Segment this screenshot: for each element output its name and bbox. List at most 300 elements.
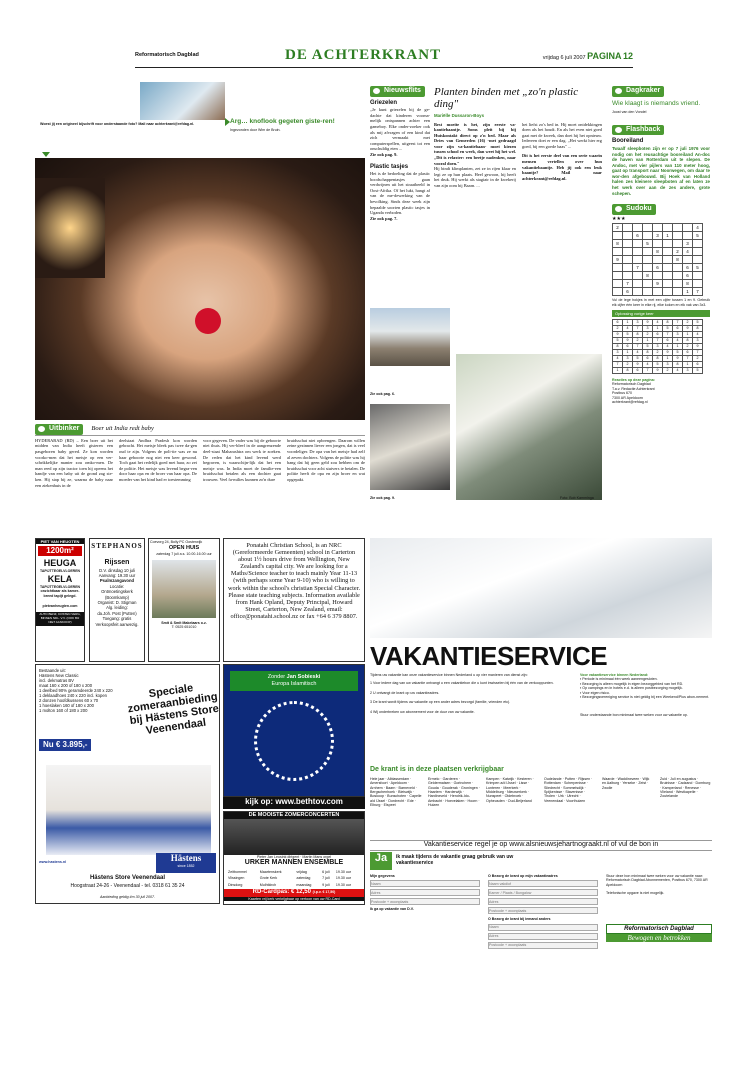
sudoku-cell: 3 xyxy=(653,232,663,240)
sudoku-cell: 6 xyxy=(653,332,663,338)
sudoku-cell: 7 xyxy=(683,356,693,362)
bethtov-name: Jan Sobieski xyxy=(286,674,321,680)
sudoku-cell xyxy=(653,256,663,264)
form1-head: Mijn gegevens xyxy=(370,874,395,878)
sudoku-cell: 7 xyxy=(653,338,663,344)
sudoku-cell: 8 xyxy=(653,356,663,362)
sudoku-cell: 7 xyxy=(633,264,643,272)
sudoku-cell: 3 xyxy=(683,368,693,374)
sudoku-cell: 6 xyxy=(683,350,693,356)
sudoku-cell: 3 xyxy=(633,320,643,326)
hastens-foot: Aanbieding geldig t/m 30 juli 2007. xyxy=(100,895,155,899)
sudoku-cell: 5 xyxy=(663,326,673,332)
sudoku-cell xyxy=(643,280,653,288)
dagkraker-tag: Dagkraker xyxy=(612,86,664,97)
sudoku-cell xyxy=(673,240,683,248)
sudoku-cell xyxy=(663,224,673,232)
page-header xyxy=(135,46,633,68)
right-column xyxy=(612,86,710,506)
sudoku-cell: 7 xyxy=(693,350,703,356)
stephanos-l9: Toegang: gratis xyxy=(102,616,132,622)
uitbinker-article xyxy=(35,424,365,488)
sudoku-cell: 1 xyxy=(673,344,683,350)
sudoku-cell: 8 xyxy=(683,338,693,344)
nieuwsflits-t1: „Je kunt griezelen bij de ge-dachte dat kinderen voorna-melijk ontspannen achter een gameboy. Elke onder-zoeker ook als mij afvragen of een kind dat zich vermaakt met computerspellen, uitgeest tot een onschuldig eten ... xyxy=(370,107,430,152)
uitbinker-col1: HYDERABAD (RD) – Een boer uit het midden van India heeft gisteren een pasgeboren baby gered. Ze kon worden voorko-men dat het meisje op een ver-schrikkelijke manier zou omko-men. De man reed op zijn tractor toen hij opeens het handje van een baby uit de grond zag ste-ken. Hij stap bij ze, waarna de baby naar een ziekenhuis in de xyxy=(35,437,113,488)
sudoku-cell xyxy=(623,240,633,248)
sudoku-cell xyxy=(693,272,703,280)
stephanos-l2: Aanvang: 19.30 uur xyxy=(98,572,136,578)
bethtov-web[interactable]: kijk op: www.bethtov.com xyxy=(223,797,365,809)
sudoku-cell xyxy=(643,248,653,256)
flashback-text: Twaalf sleepboten zijn er op 7 juli 1976 voor nodig om het reusachtige booreiland An-doc de haven van Rotterdam uit te slepen. De Andoc, met vier pijlers van 110 meter hoog, gaat op transport naar Noorwegen, om daar te wor-den afgebouwd. Bij Hoek van Holland halen zes kleinere sleepboten af en laten ze het werk over aan de zes andere, grote schepen. xyxy=(612,145,710,196)
nieuwsflits-h1: Griezelen xyxy=(370,99,398,106)
uitbinker-col3: voor gegeven. De vader was bij de geboorte niet thuis. Hij ver-bleef in de aangrenzende deel-staat Maharashtra om werk te zoeken. De reden dat het kind levend werd begraven, is waarschijn-lijk dat het een meisje was. In India moet de familie-een bruidsschat betalen als een dochter gaat trouwen. Veel fa-milies kunnen zo'n dure xyxy=(203,437,281,482)
sudoku-cell: 4 xyxy=(683,248,693,256)
postcode-input[interactable] xyxy=(370,898,480,905)
sudoku-cell: 2 xyxy=(623,362,633,368)
flashback-heading: Booreiland xyxy=(612,138,644,145)
sudoku-cell xyxy=(663,256,673,264)
sudoku-cell: 5 xyxy=(653,362,663,368)
stephanos-l3: Psalmzangavond xyxy=(99,578,135,584)
table-row: Vlissingen Grote Kerk zaterdag 7 juli 19.30 uur xyxy=(228,876,352,881)
sudoku-cell: 3 xyxy=(653,344,663,350)
naam3-input[interactable] xyxy=(488,924,598,931)
vakantie-title: VAKANTIESERVICE xyxy=(370,641,608,671)
caption-intro: Woest jij een origineel bijschrift voor onderstaande foto? Mail naar achterkrant@refdag.nl. xyxy=(40,122,195,126)
ad-zomerconcerten xyxy=(223,811,365,905)
red-nose xyxy=(195,308,221,334)
triangle-icon xyxy=(42,152,50,157)
zomer-table xyxy=(224,868,364,889)
ad-openhuis xyxy=(148,538,220,662)
heuga-foot: AUTO BENZ, KOSTEN VERG, BINNEN NDL. V.V. (OOK BIJ NIET AANKOOP) xyxy=(36,612,84,625)
vakantie-intro: Tijdens uw vakantie kan onze vakantieservice binnen Nederland u op vier manieren van dienst zijn: xyxy=(370,673,528,677)
sudoku-cell xyxy=(613,232,623,240)
sudoku-cell xyxy=(673,232,683,240)
sudoku-cell: 9 xyxy=(673,356,683,362)
hastens-l4: maat 160 x 200 of 180 x 200 xyxy=(39,683,93,688)
sudoku-cell xyxy=(663,240,673,248)
sudoku-cell xyxy=(623,232,633,240)
main-quote: Dit is het eerste deel van een serie waarin mensen vertellen over hun vakantiebaantje. Heb jij ook een leuk baantje? Mail naar achterkrant@refdag.nl. xyxy=(522,153,602,181)
naam-input[interactable] xyxy=(370,880,480,887)
places-col5: Waarde · Waddinxveen · Wijk en Aalburg · Yerseke · Zeist · Zwolle xyxy=(602,776,650,790)
stephanos-l6: Organist: D. Stigman xyxy=(97,599,137,605)
sudoku-cell: 3 xyxy=(613,350,623,356)
sudoku-cell: 7 xyxy=(663,332,673,338)
stephanos-l7: Alg. leiding: xyxy=(106,605,128,611)
sudoku-cell: 1 xyxy=(623,320,633,326)
sudoku-cell: 4 xyxy=(643,362,653,368)
vakantie-regel[interactable]: Vakantieservice regel je op www.alsnieuwsjehartnograakt.nl of vul de bon in xyxy=(370,840,712,851)
vakantie-b3: Op campings en in hotels e.d. is alleen postbezorging mogelijk. xyxy=(582,686,683,691)
vakantie-green-head: Voor vakantieservice binnen Nederland: xyxy=(580,673,649,677)
sudoku-cell: 2 xyxy=(663,368,673,374)
sudoku-cell: 5 xyxy=(643,240,653,248)
sudoku-cell xyxy=(693,256,703,264)
sudoku-cell: 8 xyxy=(643,350,653,356)
vakantie-conditions: Voor vakantieservice binnen Nederland: ▪ Periode is minimaal één week aaneengesloten. ▪ Bezorging is alleen mogelijk in eigen bezorggebied van het RD. ▪ Op campings en in hotels e.d. is alleen postbezorging mogelijk. ▪ Voor eigen risico. ▪ Bezorgingsvereniging service is niet geldig bij een Weekend/Plus abon-nement. Stuur onderstaande bon minimaal twee weken voor uw vakantie op. xyxy=(580,673,712,763)
ja-row xyxy=(370,852,712,872)
sudoku-tag: Sudoku xyxy=(612,204,656,215)
zomer-banner: RD-Cardpas: € 12,50 xyxy=(252,889,311,896)
sudoku-cell: 7 xyxy=(613,362,623,368)
sudoku-cell xyxy=(623,272,633,280)
vakantie-o3: 3 De krant wordt tijdens uw vakantie op een ander adres bezorgd (familie, vrienden etc). xyxy=(370,700,511,705)
flashback-tag: Flashback xyxy=(612,125,664,136)
post3-input[interactable] xyxy=(488,942,598,949)
sudoku-cell: 3 xyxy=(683,240,693,248)
zomer-sub: Pieter Jan Leusink dirigent · Martin Mans orgel xyxy=(256,854,332,859)
places-col1: Hele jaar · Alblasserdam · Amersfoort · Apeldoorn · Arnhem · Baarn · Barneveld · Bergschenhoek · Bleiswijk · Boskoop · Bunschoten · Capelle a/d IJssel · Dordrecht · Ede · Elburg · Elspeet xyxy=(370,776,422,808)
hastens-l5: 1 deelbed 90% geramdeerde 240 x 220 xyxy=(39,688,113,693)
ad-bethtov xyxy=(223,664,365,797)
hastens-banner: Speciale zomeraanbieding bij Hästens Store Veenendaal xyxy=(127,682,220,737)
sudoku-cell: 6 xyxy=(683,264,693,272)
sudoku-cell: 2 xyxy=(633,338,643,344)
stephanos-l1: D.V. dinsdag 10 juli xyxy=(99,567,135,573)
heuga-tag: onzichtbaar als kamer-breed tapijt gelegd. xyxy=(40,589,80,598)
openhuis-name: Smit & Smit Makelaars o.z. xyxy=(161,620,207,625)
uitbinker-col4: bruidsschat niet opbrengen. Daarom willen zeine gezinnen liever een jongen, dat is veel voordeliger. De opa van het meisje had zelf al zeven dochters. Volgens de politie was hij bang dat hij geen geld zou hebben om de bruidsschat voor acht stuivers te betalen. De politie heeft de opa en zijn broer en wat opgepakt. xyxy=(287,437,365,482)
table-row: Zeitbommel Maartenskerk vrijdag 6 juli 19.30 uur xyxy=(228,870,352,875)
vakantie-note: Stuur onderstaande bon minimaal twee weken voor uw vakantie op. xyxy=(580,713,688,718)
sudoku-cell: 8 xyxy=(693,326,703,332)
sudoku-cell xyxy=(633,288,643,296)
sudoku-cell: 2 xyxy=(643,332,653,338)
kamer-input[interactable] xyxy=(488,889,598,896)
uitbinker-tag: Uitbinker xyxy=(35,424,83,435)
sudoku-cell: 9 xyxy=(693,344,703,350)
heuga-brand2: KELA xyxy=(47,573,73,584)
sudoku-cell: 8 xyxy=(683,280,693,288)
sudoku-cell: 3 xyxy=(623,356,633,362)
sudoku-cell: 7 xyxy=(643,368,653,374)
sudoku-cell xyxy=(663,280,673,288)
section-title: DE ACHTERKRANT xyxy=(285,47,442,63)
heuga-sub2: TAPIJTTEGELVLOEREN xyxy=(39,584,81,589)
hastens-l2: Hästens New Classic xyxy=(39,673,79,678)
heuga-web: pietvanheugten.com xyxy=(42,604,78,609)
boy-photo xyxy=(35,158,365,420)
form2-head[interactable]: O Bezorg de krant op mijn vakantieadres xyxy=(488,874,558,878)
bethtov-l1: Zonder xyxy=(267,674,286,680)
sudoku-cell: 9 xyxy=(683,326,693,332)
heuga-sign: 1200m² xyxy=(38,546,82,556)
main-headline: Planten binden met „zo'n plastic ding" xyxy=(434,86,579,110)
sudoku-cell: 6 xyxy=(653,264,663,272)
zomer-foot: Kaarten vrij kerk verkrijgbaar op vertoon van uw RD-Card xyxy=(224,897,364,901)
openhuis-sub: zaterdag 7 juli a.s. 10.00-16.00 uur xyxy=(156,552,212,557)
sudoku-cell: 8 xyxy=(663,320,673,326)
sudoku-cell: 2 xyxy=(673,248,683,256)
sudoku-cell: 5 xyxy=(613,338,623,344)
sudoku-cell: 5 xyxy=(693,368,703,374)
solution-grid xyxy=(612,319,703,374)
nieuwsflits-h2: Plastic tasjes xyxy=(370,163,409,170)
hastens-store: Hästens Store Veenendaal xyxy=(89,875,166,881)
sudoku-cell: 4 xyxy=(693,224,703,232)
bed-photo xyxy=(46,765,211,855)
sudoku-cell: 9 xyxy=(613,256,623,264)
sudoku-cell xyxy=(623,224,633,232)
sudoku-cell: 4 xyxy=(623,326,633,332)
sudoku-cell: 9 xyxy=(613,332,623,338)
hastens-l1: Bestaande uit: xyxy=(39,668,66,673)
sudoku-cell xyxy=(613,272,623,280)
sudoku-cell: 1 xyxy=(663,356,673,362)
stephanos-l8: da.Joh. Post (Putten) xyxy=(97,610,137,616)
sudoku-cell: 4 xyxy=(633,350,643,356)
main-article xyxy=(434,86,602,346)
sudoku-cell xyxy=(643,224,653,232)
sudoku-cell xyxy=(633,240,643,248)
caption-heading: Arg… knoflook gegeten giste-ren! xyxy=(230,118,335,125)
sudoku-cell: 4 xyxy=(653,320,663,326)
sudoku-cell xyxy=(693,280,703,288)
zomer-head: DE MOOISTE ZOMERCONCERTEN xyxy=(224,812,364,819)
ad-stephanos xyxy=(89,538,145,662)
sudoku-cell: 3 xyxy=(663,362,673,368)
sudoku-cell xyxy=(673,224,683,232)
sudoku-cell xyxy=(673,288,683,296)
sudoku-cell: 6 xyxy=(663,338,673,344)
places-col4: Oudelande · Putten · Rijssen · Rotterdam · Scherpenisse · Sliedrecht · Sommelsdijk · Spijkenisse · Stavenisse · Tholen · Urk · Utrecht · Veenendaal · Voorthuizen xyxy=(544,776,593,803)
sudoku-cell xyxy=(633,248,643,256)
sudoku-cell: 1 xyxy=(683,362,693,368)
sudoku-cell: 5 xyxy=(643,344,653,350)
bethtov-l2: Europa Islamitisch xyxy=(271,680,317,687)
heuga-brand1: HEUGA xyxy=(43,558,77,568)
hastens-price: Nu € 3.895,- xyxy=(39,739,91,751)
solution-label: Oplossing vorige keer xyxy=(612,310,710,317)
sudoku-cell: 6 xyxy=(623,344,633,350)
sudoku-cell: 3 xyxy=(643,326,653,332)
zomer-title: URKER MANNEN ENSEMBLE xyxy=(244,859,344,867)
table-row: Dinsdorg Mulhtkirch maandag 9 juli 19.30 uur xyxy=(228,882,352,887)
sudoku-cell: 9 xyxy=(643,320,653,326)
vakantie-o2: 2 U ontvangt de krant op uw vakantieadres. xyxy=(370,690,440,695)
hastens-addr: Hoogstraat 24-26 - Veenendaal - tel. 0318 61 35 24 xyxy=(70,883,185,889)
hastens-web: www.hastens.nl xyxy=(39,860,67,864)
vakantie-b4: Voor eigen risico. xyxy=(582,690,610,695)
sudoku-cell: 8 xyxy=(633,332,643,338)
photo-caption-2: Zie ook pag. 9. xyxy=(370,496,395,500)
krant-head: De krant is in deze plaatsen verkrijgbaar xyxy=(370,766,504,773)
order-form xyxy=(370,874,712,1034)
sudoku-cell: 6 xyxy=(633,368,643,374)
ad-hastens xyxy=(35,664,220,904)
main-author: Mariëlle Dussaron-Boys xyxy=(434,113,485,118)
sudoku-grid xyxy=(612,223,703,296)
sudoku-cell xyxy=(673,272,683,280)
caption-box xyxy=(230,118,360,154)
sudoku-cell xyxy=(633,256,643,264)
sudoku-cell xyxy=(693,248,703,256)
sudoku-cell xyxy=(673,264,683,272)
sudoku-cell: 2 xyxy=(683,320,693,326)
sudoku-cell: 8 xyxy=(653,248,663,256)
sudoku-cell: 1 xyxy=(663,232,673,240)
nieuwsflits-t2: Het is de bedoeling dat de plastic boodschappentasjes gaan verdwijnen uit het straatbeeld in Oost-Afrika. Of het lukt, hangt af van de me-dewerking van de bevolking. Sinds deze week zijn bepaalde soorten plastic tasjes in Uganda verboden. xyxy=(370,171,430,216)
sudoku-cell: 6 xyxy=(693,362,703,368)
nieuwsflits-tag: Nieuwsflits xyxy=(370,86,425,97)
masthead: Reformatorisch Dagblad xyxy=(135,52,199,58)
datum-label: Ik ga op vakantie van D.V. xyxy=(370,907,414,912)
sudoku-cell: 1 xyxy=(683,332,693,338)
play-icon xyxy=(225,118,230,126)
places-col3: Kampen · Katwijk · Kesteren · Krimpen a/d IJssel · Lisse · Lunteren · Meerkerk · Middelburg · Nieuwerkerk · Nunspeet · Oldebroek · Opheusden · Oud-Beijerland xyxy=(486,776,534,803)
openhuis-tel: T: 0525 651010 xyxy=(171,625,197,630)
sudoku-cell: 1 xyxy=(623,350,633,356)
sudoku-cell xyxy=(663,272,673,280)
sudoku-cell: 9 xyxy=(663,350,673,356)
sudoku-cell: 3 xyxy=(693,338,703,344)
sudoku-cell xyxy=(673,280,683,288)
sudoku-cell: 5 xyxy=(623,332,633,338)
sudoku-cell: 7 xyxy=(673,320,683,326)
sudoku-cell: 4 xyxy=(613,356,623,362)
sudoku-cell xyxy=(613,280,623,288)
sudoku-cell xyxy=(623,256,633,264)
sudoku-cell: 5 xyxy=(693,320,703,326)
hastens-l7: 2 donzen hoofdkussens 60 x 70 xyxy=(39,698,99,703)
vakantie-b5: Bezorgingsvereniging service is niet geldig bij een Weekend/Plus abon-nement. xyxy=(582,695,710,700)
sudoku-cell: 2 xyxy=(693,356,703,362)
sudoku-cell: 4 xyxy=(693,332,703,338)
post2-input[interactable] xyxy=(488,907,598,914)
sudoku-cell xyxy=(643,264,653,272)
photo-caption-1: Zie ook pag. 6. xyxy=(370,392,395,396)
stephanos-l4: Locatie: xyxy=(109,583,125,589)
uitbinker-col2: deelstaat Andhra Pradesh kon worden gebracht. Het meisje bleek pas twee da-gen oud te zijn. Volgens de poli-tie was ze nu haar geboorte nog niet een keer gewond. Toch gaat het redelijk goed met haar, zo zei de politie. Het meisje was levend begra-ven door haar opa en de broer van haar opa. De moeder van het kind had er toestemming xyxy=(119,437,197,482)
sudoku-cell: 2 xyxy=(653,350,663,356)
adres2-input[interactable] xyxy=(488,898,598,905)
places-section xyxy=(370,766,712,836)
places-col2: Ermelo · Garderen · Geldermalsen · Gorinchem · Gouda · Gouderak · Groningen · Haarlem · Harderwijk · Hardinxveld · Hendrik-Ido-Ambacht · Hoevelaken · Hoorn · Huizen xyxy=(428,776,480,808)
stephanos-l10: Verkoopsfeit aanwezig. xyxy=(95,621,139,627)
sudoku-cell: 5 xyxy=(673,350,683,356)
sudoku-cell: 9 xyxy=(633,362,643,368)
reactions-address: Reformatorisch Dagblad T.a.v. Redactie Achterkrant Postbus 670 7300 AR Apeldoorn achterkrant@refdag.nl xyxy=(612,382,655,405)
sudoku-cell: 8 xyxy=(673,256,683,264)
sudoku-cell: 8 xyxy=(643,272,653,280)
heuga-sub1: TAPIJTTEGELVLOEREN xyxy=(39,569,81,574)
openhuis-top: Coevorg 24, Bolly PC Oosterwijk xyxy=(150,540,203,544)
form-tel: Telefonische opgave is niet mogelijk. xyxy=(606,891,665,896)
hastens-logo: Hästens since 1852 xyxy=(156,853,216,873)
stephanos-title: Rijssen xyxy=(104,558,130,566)
rd-logo: Reformatorisch Dagblad xyxy=(606,924,712,934)
form3-head[interactable]: O Bezorg de krant bij iemand anders xyxy=(488,917,551,922)
sudoku-cell: 6 xyxy=(623,288,633,296)
sudoku-cell: 9 xyxy=(653,368,663,374)
heuga-top: PIET VAN HEUGTEN xyxy=(36,539,84,544)
sudoku-cell xyxy=(613,264,623,272)
hastens-l9: 1 molton 160 of 180 x 200 xyxy=(39,708,88,713)
photo-top-small xyxy=(40,82,225,152)
openhuis-title: OPEN HUIS xyxy=(168,545,200,552)
sudoku-cell: 5 xyxy=(693,264,703,272)
sudoku-cell: 1 xyxy=(683,288,693,296)
nieuwsflits xyxy=(370,86,430,286)
sudoku-cell: 7 xyxy=(633,326,643,332)
sudoku-cell xyxy=(663,264,673,272)
photo-gameboy xyxy=(370,404,450,490)
stars-icon: ★★★ xyxy=(612,217,626,222)
zomer-banner-sub: (i.p.v. € 17,50) xyxy=(312,890,336,895)
sudoku-cell xyxy=(653,224,663,232)
sudoku-cell xyxy=(683,224,693,232)
dagkraker-credit: Joost van den Vondel xyxy=(612,110,647,115)
sudoku-cell xyxy=(693,240,703,248)
sudoku-cell xyxy=(653,288,663,296)
ja-text: ik maak tijdens de vakantie graag gebruik van uw vakantieservice xyxy=(396,854,514,866)
dateline: vrijdag 6 juli 2007 PAGINA 12 xyxy=(542,51,633,61)
ensemble-photo xyxy=(224,819,364,855)
sudoku-cell: 2 xyxy=(683,344,693,350)
sudoku-cell: 8 xyxy=(673,362,683,368)
sudoku-instructions: Vul de lege hokjes in met een cijfer tussen 1 en 9. Gebruik elk cijfer één keer in elke rij, elke kolom en elk vak van 3x3. xyxy=(612,298,710,307)
sudoku-cell xyxy=(613,248,623,256)
sudoku-cell: 8 xyxy=(613,240,623,248)
ad-heuga xyxy=(35,538,85,662)
reactions-label: Reacties op deze pagina: xyxy=(612,378,655,383)
ad-ponatahi: Ponatahi Christian School, is an NRC (Gereformeerde Gemeenten) school in Carterton about 1½ hours drive from Wellington, New Zealand's capital city. We are looking for a Maths/Science teacher to teach mainly Year 11-13 (with perhaps some Year 9-10) who is willing to work within the school's christian Special Character. Please state teaching subjects. Information available from Hank Opland, Deputy Principal, Howard Street, Carterton, New Zealand, email: office@ponatahi.school.nz or fax +64 6 379 8807. xyxy=(223,538,365,662)
sudoku-cell: 6 xyxy=(643,356,653,362)
sudoku-cell: 7 xyxy=(633,344,643,350)
sudoku-cell: 8 xyxy=(613,344,623,350)
naam2-input[interactable] xyxy=(488,880,598,887)
sudoku-cell: 6 xyxy=(613,320,623,326)
sudoku-cell xyxy=(663,248,673,256)
nieuwsflits-more2: Zie ook pag. 7. xyxy=(370,215,398,221)
hastens-l3: incl. dekmatras BV xyxy=(39,678,74,683)
sudoku-cell: 8 xyxy=(623,368,633,374)
places-col6: Zuid · Juli en augustus · Bruinisse · Cadzand · Domburg · Kamperland · Renesse · Vlieland · Westkapelle · Zoutelande xyxy=(660,776,711,799)
vakantie-o1: 1 Voor iedere dag van uw vakantie ontvangt u een vakantiebon die u kunt inwisselen bij één van de verkooppunten. xyxy=(370,681,554,686)
vakantie-b2: Bezorging is alleen mogelijk in eigen bezorggebied van het RD. xyxy=(582,681,684,686)
newspaper-photo xyxy=(370,538,712,638)
sudoku-cell: 6 xyxy=(673,326,683,332)
sudoku-cell: 2 xyxy=(613,224,623,232)
sudoku-cell: 4 xyxy=(663,344,673,350)
sudoku-cell xyxy=(613,288,623,296)
sudoku-cell xyxy=(643,288,653,296)
sudoku-cell xyxy=(623,264,633,272)
sudoku-cell: 3 xyxy=(673,332,683,338)
stephanos-l5: Ontmoetingskerk (Boomkamp) xyxy=(101,589,133,600)
adres3-input[interactable] xyxy=(488,933,598,940)
sudoku-cell: 7 xyxy=(693,288,703,296)
photo-credit: Foto: Bob Kamminga xyxy=(560,496,594,500)
sudoku-cell xyxy=(643,256,653,264)
sudoku-cell: 1 xyxy=(653,326,663,332)
ja-badge: Ja xyxy=(370,852,392,870)
uitbinker-headline: Boer uit India redt baby xyxy=(91,425,154,433)
sudoku-cell xyxy=(643,232,653,240)
sudoku-cell: 1 xyxy=(613,368,623,374)
adres-input[interactable] xyxy=(370,889,480,896)
sudoku-cell: 7 xyxy=(623,280,633,288)
sudoku-cell: 9 xyxy=(623,338,633,344)
sudoku-cell: 6 xyxy=(633,232,643,240)
sudoku-cell: 4 xyxy=(673,368,683,374)
hastens-l8: 1 hoeslaken 160 of 180 x 200 xyxy=(39,703,94,708)
star-circle-icon xyxy=(254,701,334,781)
